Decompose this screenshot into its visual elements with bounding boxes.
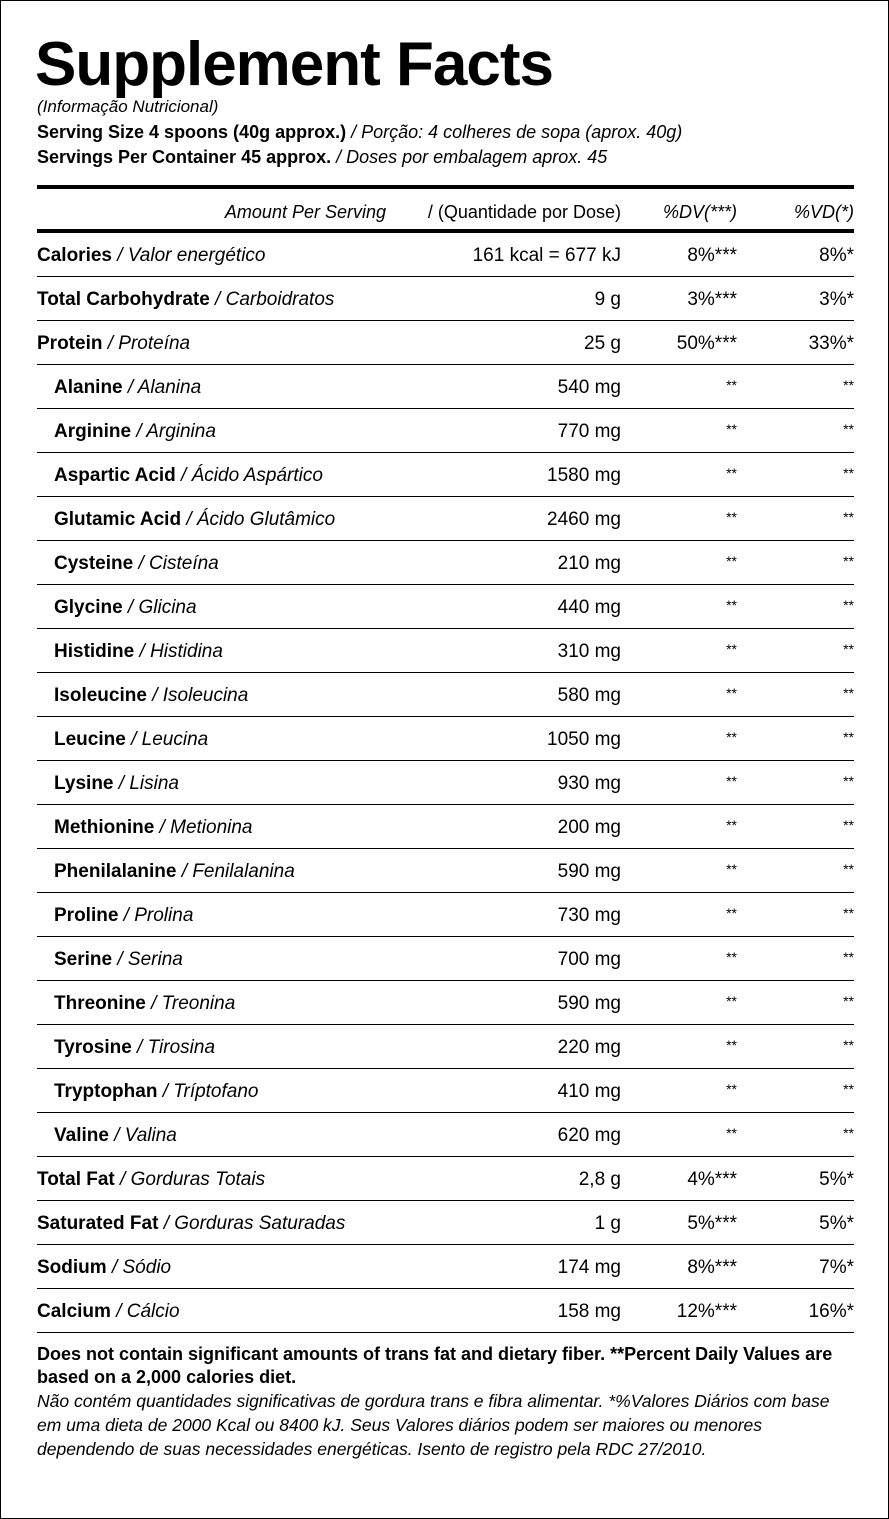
table-row [37,717,854,761]
nutrient-name [54,729,208,751]
nutrient-name-pt: / Ácido Glutâmico [181,509,336,530]
nutrient-name-en: Cysteine [54,553,134,574]
nutrient-amount: 210 mg [557,553,621,574]
table-row [37,277,854,321]
table-row [37,805,854,849]
nutrient-name-pt: / Carboidratos [209,289,335,310]
nutrient-name-pt: / Isoleucina [146,685,249,706]
nutrient-name [54,861,295,883]
nutrient-dv: ** [726,597,737,613]
nutrient-amount: 580 mg [557,685,621,706]
nutrient-amount: 620 mg [557,1125,621,1146]
servings-per-container-en: Servings Per Container 45 approx. [37,147,332,167]
nutrient-name-en: Sodium [37,1257,107,1278]
nutrient-amount: 174 mg [557,1257,621,1278]
nutrient-name [54,465,323,487]
nutrient-name-pt: / Sódio [106,1257,172,1278]
nutrient-vd: ** [843,993,854,1009]
footnote [37,1343,857,1461]
footnote-pt: Não contém quantidades significativas de gordura trans e fibra alimentar. *%Valores Diários com base em uma dieta de 2000 Kcal ou 8400 kJ. Seus Valores diários podem ser maiores ou menores dependendo de suas necessidades energéticas. Isento de registro pela RDC 27/2010. [37,1391,830,1459]
nutrient-dv: ** [726,509,737,525]
nutrient-name-en: Glutamic Acid [54,509,182,530]
serving-size-pt: / Porção: 4 colheres de sopa (aprox. 40g) [346,122,683,142]
nutrient-dv: ** [726,861,737,877]
nutrient-amount: 2,8 g [578,1169,621,1190]
nutrient-name [37,245,265,267]
nutrient-dv: 8%*** [687,245,737,266]
nutrient-vd: 3%* [819,289,854,310]
nutrient-name-pt: / Tríptofano [157,1081,259,1102]
nutrient-amount: 161 kcal = 677 kJ [472,245,621,266]
nutrient-dv: ** [726,905,737,921]
nutrient-name [54,1125,177,1147]
nutrient-name [54,1081,258,1103]
header-vd: %VD(*) [793,202,854,222]
nutrient-dv: ** [726,553,737,569]
nutrient-name [54,641,223,663]
table-header [37,194,854,230]
nutrient-dv: ** [726,817,737,833]
nutrient-vd: ** [843,729,854,745]
nutrient-name-en: Tyrosine [54,1037,132,1058]
nutrient-name-pt: / Gorduras Totais [114,1169,266,1190]
table-row [37,1025,854,1069]
nutrient-dv: ** [726,421,737,437]
nutrient-name-en: Isoleucine [54,685,147,706]
nutrient-amount: 9 g [594,289,621,310]
nutrient-name [54,1037,215,1059]
nutrient-amount: 25 g [584,333,621,354]
nutrient-amount: 158 mg [557,1301,621,1322]
serving-size-en: Serving Size 4 spoons (40g approx.) [37,122,347,142]
nutrient-name-pt: / Arginina [131,421,216,442]
nutrient-vd: ** [843,421,854,437]
nutrient-vd: ** [843,1081,854,1097]
table-row [37,1069,854,1113]
nutrient-name-en: Glycine [54,597,123,618]
nutrient-vd: 33%* [808,333,854,354]
nutrient-name-pt: / Fenilalanina [176,861,295,882]
nutrient-name [37,1257,171,1279]
nutrient-name-pt: / Treonina [145,993,236,1014]
nutrient-name [37,1213,345,1235]
nutrient-vd: ** [843,641,854,657]
nutrient-dv: ** [726,465,737,481]
nutrient-name-pt: / Serina [112,949,183,970]
nutrient-name [54,905,193,927]
nutrient-name-en: Proline [54,905,119,926]
nutrient-name-en: Alanine [54,377,123,398]
table-row [37,849,854,893]
nutrient-name-pt: / Ácido Aspártico [175,465,323,486]
nutrient-dv: ** [726,993,737,1009]
table-row [37,1289,854,1333]
nutrient-name [54,553,219,575]
header-dv: %DV(***) [662,202,737,222]
table-row [37,981,854,1025]
nutrient-amount: 1580 mg [547,465,621,486]
nutrient-name [37,1169,265,1191]
nutrient-amount: 700 mg [557,949,621,970]
table-row [37,1245,854,1289]
nutrient-name-en: Protein [37,333,103,354]
table-row [37,541,854,585]
nutrient-vd: ** [843,1125,854,1141]
nutrient-name-en: Aspartic Acid [54,465,176,486]
nutrient-name-pt: / Lisina [113,773,179,794]
footnote-en: Does not contain significant amounts of trans fat and dietary fiber. **Percent Daily Values are based on a 2,000 calories diet. [37,1344,833,1387]
table-row [37,497,854,541]
nutrient-amount: 1050 mg [547,729,621,750]
nutrient-vd: ** [843,817,854,833]
table-row [37,585,854,629]
nutrient-name-en: Saturated Fat [37,1213,159,1234]
nutrient-name-en: Phenilalanine [54,861,177,882]
nutrient-name-pt: / Histidina [134,641,223,662]
nutrient-dv: ** [726,641,737,657]
nutrient-name-en: Histidine [54,641,135,662]
nutrient-dv: 12%*** [676,1301,737,1322]
nutrient-dv: ** [726,1125,737,1141]
nutrient-name-en: Methionine [54,817,155,838]
nutrient-vd: ** [843,1037,854,1053]
table-row [37,1201,854,1245]
nutrient-amount: 440 mg [557,597,621,618]
nutrient-name-pt: / Glicina [122,597,197,618]
nutrient-dv: 8%*** [687,1257,737,1278]
nutrient-name-pt: / Metionina [154,817,253,838]
nutrient-name [37,333,190,355]
nutrient-vd: ** [843,905,854,921]
top-divider [37,185,854,189]
nutrient-dv: ** [726,1037,737,1053]
panel-subtitle: (Informação Nutricional) [37,97,219,116]
nutrient-amount: 730 mg [557,905,621,926]
nutrient-name-en: Total Carbohydrate [37,289,210,310]
table-row [37,893,854,937]
servings-per-container-pt: / Doses por embalagem aprox. 45 [331,147,608,167]
nutrient-dv: 5%*** [687,1213,737,1234]
nutrient-name-pt: / Tirosina [131,1037,216,1058]
table-row [37,761,854,805]
table-row [37,453,854,497]
nutrient-name [54,993,235,1015]
nutrient-dv: ** [726,949,737,965]
nutrient-name-en: Lysine [54,773,114,794]
nutrient-dv: ** [726,377,737,393]
nutrient-dv: ** [726,729,737,745]
nutrient-vd: 8%* [819,245,854,266]
nutrient-vd: ** [843,553,854,569]
nutrient-name [54,421,216,443]
table-row [37,1157,854,1201]
nutrient-name-pt: / Cisteína [133,553,219,574]
nutrient-name-pt: / Leucina [125,729,209,750]
nutrient-name [37,289,334,311]
table-row [37,629,854,673]
header-amount-en: Amount Per Serving [224,202,386,222]
nutrient-name-pt: / Valina [108,1125,177,1146]
nutrient-name-en: Serine [54,949,113,970]
nutrient-amount: 2460 mg [547,509,621,530]
nutrient-dv: ** [726,1081,737,1097]
nutrient-name [54,597,197,619]
nutrient-name-pt: / Alanina [122,377,202,398]
nutrient-name-pt: / Prolina [118,905,194,926]
header-amount-pt: / (Quantidade por Dose) [427,202,621,222]
table-row [37,365,854,409]
nutrient-dv: 50%*** [676,333,737,354]
nutrient-name-en: Calcium [37,1301,111,1322]
table-row [37,409,854,453]
nutrient-vd: ** [843,685,854,701]
nutrient-vd: 5%* [819,1213,854,1234]
nutrient-amount: 930 mg [557,773,621,794]
nutrient-vd: ** [843,377,854,393]
nutrient-amount: 310 mg [557,641,621,662]
nutrient-name-en: Leucine [54,729,126,750]
table-row [37,673,854,717]
nutrient-name [54,949,183,971]
nutrient-name-pt: / Valor energético [111,245,266,266]
nutrient-vd: ** [843,597,854,613]
nutrient-name [54,377,201,399]
nutrient-vd: ** [843,465,854,481]
nutrient-amount: 590 mg [557,861,621,882]
nutrient-amount: 590 mg [557,993,621,1014]
nutrient-amount: 410 mg [557,1081,621,1102]
nutrient-name [54,773,179,795]
nutrient-name-en: Tryptophan [54,1081,158,1102]
nutrient-name-pt: / Cálcio [110,1301,180,1322]
nutrient-amount: 220 mg [557,1037,621,1058]
nutrient-name-en: Total Fat [37,1169,115,1190]
nutrient-vd: 5%* [819,1169,854,1190]
servings-per-container [37,146,607,168]
nutrient-amount: 770 mg [557,421,621,442]
panel-title: Supplement Facts [35,30,553,99]
nutrient-amount: 540 mg [557,377,621,398]
nutrient-vd: 7%* [819,1257,854,1278]
nutrient-dv: ** [726,773,737,789]
nutrient-name [54,509,335,531]
nutrient-name-en: Arginine [54,421,132,442]
nutrient-name-pt: / Proteína [102,333,191,354]
nutrient-amount: 1 g [594,1213,621,1234]
nutrient-name-en: Valine [54,1125,109,1146]
nutrient-vd: ** [843,861,854,877]
nutrient-vd: ** [843,509,854,525]
nutrient-name [54,685,248,707]
nutrient-dv: 4%*** [687,1169,737,1190]
nutrient-name-pt: / Gorduras Saturadas [158,1213,346,1234]
nutrient-name-en: Threonine [54,993,146,1014]
nutrient-name [54,817,253,839]
table-row [37,937,854,981]
nutrient-dv: ** [726,685,737,701]
nutrient-amount: 200 mg [557,817,621,838]
nutrient-vd: 16%* [808,1301,854,1322]
nutrient-dv: 3%*** [687,289,737,310]
table-row [37,233,854,277]
serving-size [37,121,682,143]
nutrient-vd: ** [843,949,854,965]
nutrient-name-en: Calories [37,245,112,266]
nutrient-name [37,1301,180,1323]
table-row [37,321,854,365]
nutrient-vd: ** [843,773,854,789]
table-row [37,1113,854,1157]
